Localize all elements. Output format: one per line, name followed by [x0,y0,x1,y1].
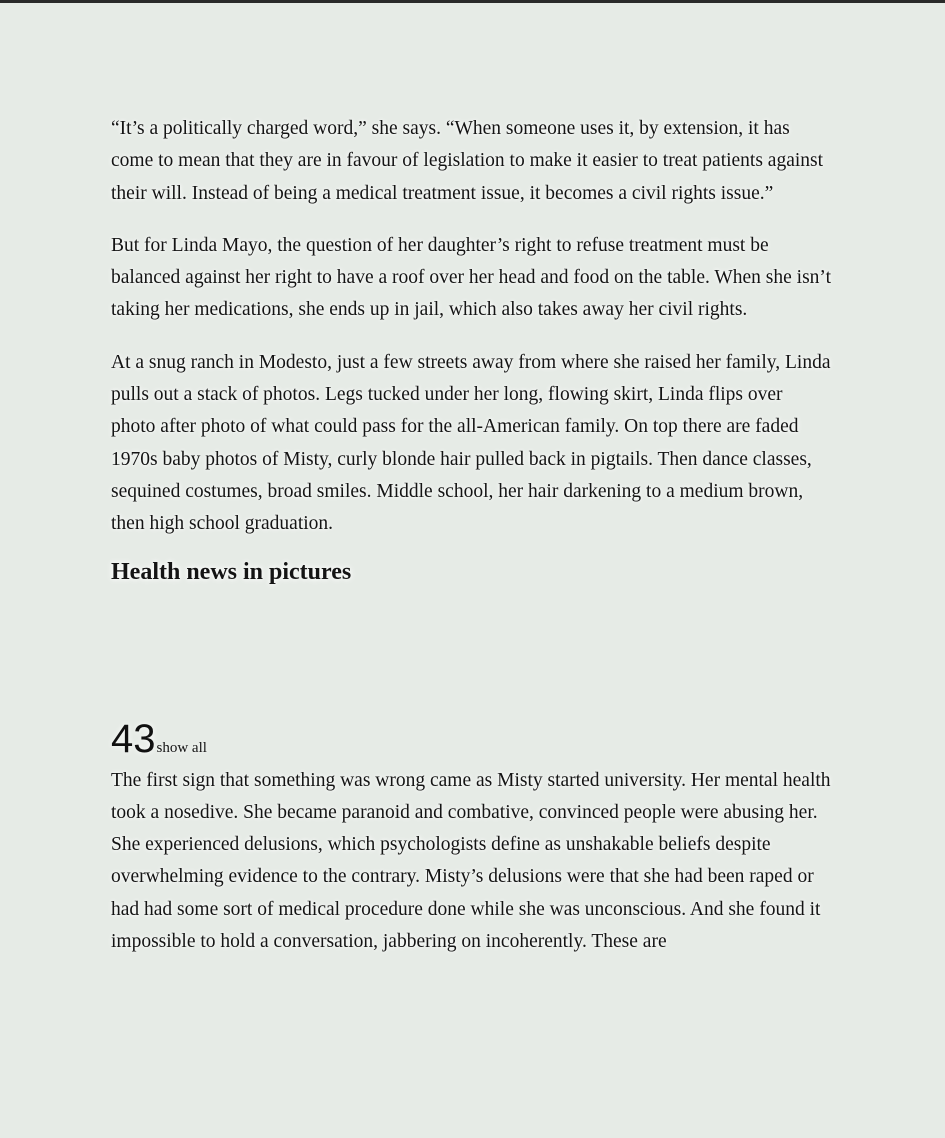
show-all-link[interactable]: show all [156,739,207,756]
gallery-photo-count: 43 [111,716,156,761]
article-paragraph-4: The first sign that something was wrong came as Misty started university. Her mental health took a nosedive. She became paranoid and combative, convinced people were abusing her. She experienced delusions, which psychologists define as unshakable beliefs despite overwhelming evidence to the contrary. Misty’s delusions were that she had been raped or had had some sort of medical procedure done while she was unconscious. And she found it impossible to hold a conversation, jabbering on incoherently. These are [111,769,831,953]
article-paragraph-2: But for Linda Mayo, the question of her daughter’s right to refuse treatment must be balanced against her right to have a roof over her head and food on the table. When she isn’t taking her medications, she ends up in jail, which also takes away her civil rights. [111,234,831,321]
page-top-edge [0,0,945,3]
gallery-image-area [111,587,831,713]
article-paragraph-3: At a snug ranch in Modesto, just a few streets away from where she raised her family, Linda pulls out a stack of photos. Legs tucked under her long, flowing skirt, Linda flips over photo after photo of what could pass for the all-American family. On top there are faded 1970s baby photos of Misty, curly blonde hair pulled back in pigtails. Then dance classes, sequined costumes, broad smiles. Middle school, her hair darkening to a medium brown, then high school graduation. [111,351,831,535]
gallery-counter [111,713,831,759]
article-paragraph-1: “It’s a politically charged word,” she says. “When someone uses it, by extension, it has come to mean that they are in favour of legislation to make it easier to treat patients against their will. Instead of being a medical treatment issue, it becomes a civil rights issue.” [111,118,824,204]
article-page [111,113,831,958]
gallery-heading: Health news in pictures [111,558,352,585]
